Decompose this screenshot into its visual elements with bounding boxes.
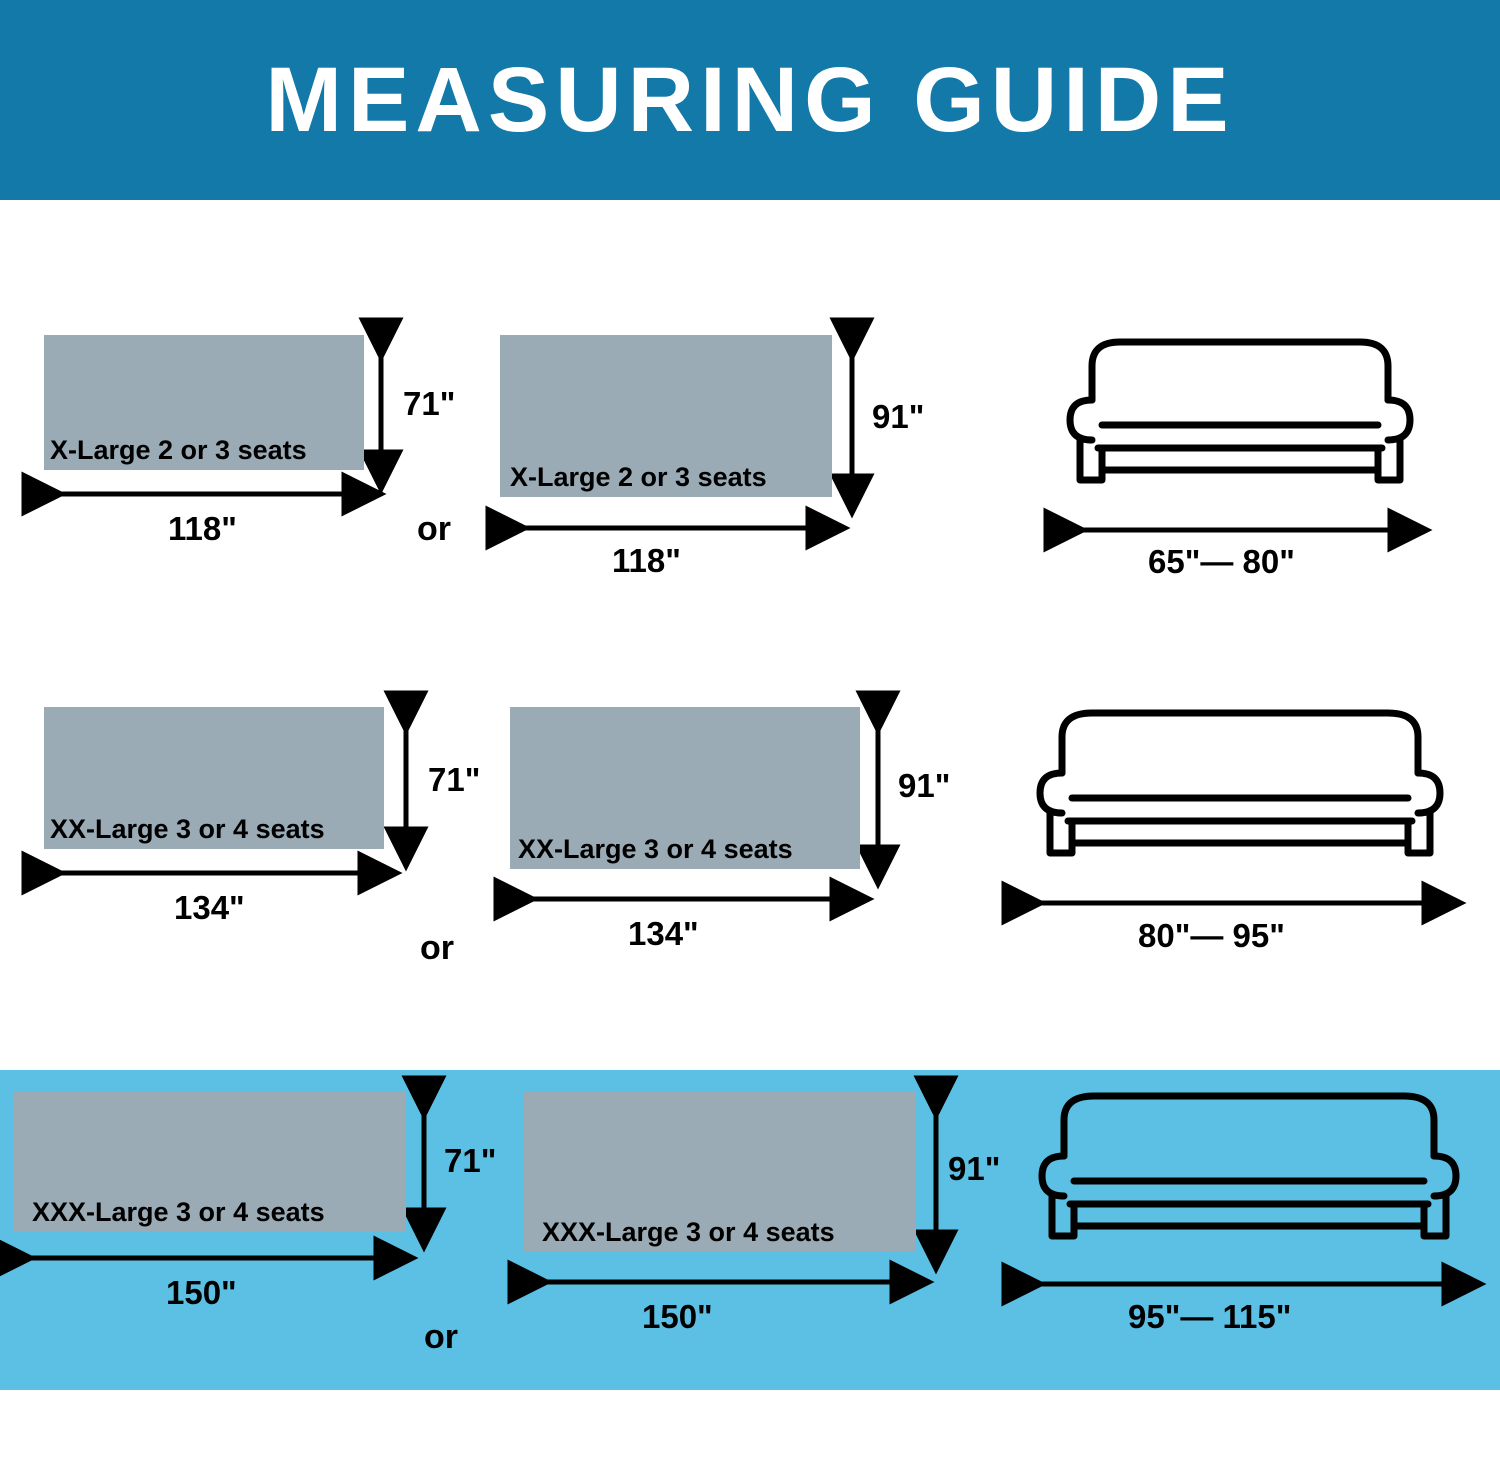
size-block-right-label: X-Large 2 or 3 seats <box>510 462 767 492</box>
page-title: MEASURING GUIDE <box>265 49 1235 151</box>
sofa-icon <box>1010 693 1470 883</box>
right-width-label: 134" <box>628 915 699 952</box>
left-height-label: 71" <box>428 761 481 798</box>
or-label: or <box>420 929 454 967</box>
size-block-right <box>524 1092 916 1252</box>
left-width-label: 134" <box>174 889 245 926</box>
size-block-left <box>44 707 384 849</box>
size-row-xxx-large <box>0 1070 1500 1390</box>
left-height-label: 71" <box>444 1142 497 1179</box>
left-width-label: 150" <box>166 1274 237 1311</box>
right-width-label: 118" <box>612 542 681 579</box>
sofa-icon <box>1040 320 1440 510</box>
size-block-right-label: XX-Large 3 or 4 seats <box>518 834 793 864</box>
left-width-label: 118" <box>168 510 237 547</box>
size-block-left <box>14 1092 406 1232</box>
or-label: or <box>417 510 451 548</box>
size-block-left <box>44 335 364 470</box>
size-block-right-label: XXX-Large 3 or 4 seats <box>542 1217 835 1247</box>
sofa-icon <box>1008 1078 1488 1270</box>
right-width-label: 150" <box>642 1298 713 1335</box>
size-block-left-label: XX-Large 3 or 4 seats <box>50 814 325 844</box>
size-block-right <box>510 707 860 869</box>
sofa-width-range: 95"— 115" <box>1128 1298 1292 1335</box>
right-height-label: 91" <box>948 1150 1001 1187</box>
sofa-width-range: 80"— 95" <box>1138 917 1285 954</box>
size-block-left-label: X-Large 2 or 3 seats <box>50 435 307 465</box>
row-spacer <box>0 985 1500 1070</box>
size-row-xx-large <box>0 595 1500 985</box>
size-block-right <box>500 335 832 497</box>
left-height-label: 71" <box>403 385 456 422</box>
header-banner <box>0 0 1500 200</box>
sofa-width-range: 65"— 80" <box>1148 543 1295 580</box>
footer-spacer <box>0 1390 1500 1463</box>
right-height-label: 91" <box>898 767 951 804</box>
size-block-left-label: XXX-Large 3 or 4 seats <box>32 1197 325 1227</box>
size-row-x-large <box>0 200 1500 595</box>
or-label: or <box>424 1318 458 1356</box>
right-height-label: 91" <box>872 398 925 435</box>
